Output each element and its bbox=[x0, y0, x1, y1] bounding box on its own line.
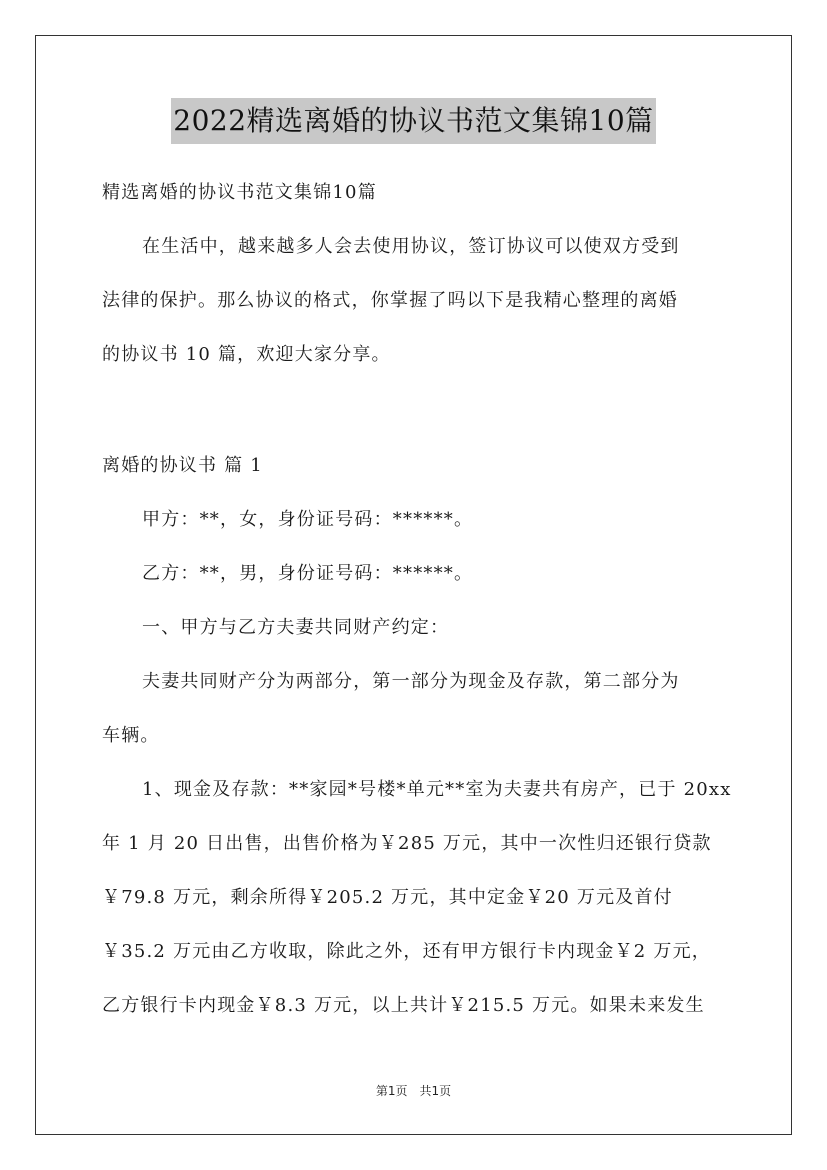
document-subtitle: 精选离婚的协议书范文集锦10篇 bbox=[102, 182, 377, 203]
intro-line-1: 在生活中，越来越多人会去使用协议，签订协议可以使双方受到 bbox=[142, 236, 680, 257]
section-heading: 离婚的协议书 篇 1 bbox=[102, 455, 263, 476]
intro-line-3: 的协议书 10 篇，欢迎大家分享。 bbox=[102, 344, 391, 365]
intro-line-2: 法律的保护。那么协议的格式，你掌握了吗以下是我精心整理的离婚 bbox=[102, 290, 678, 311]
clause-heading: 一、甲方与乙方夫妻共同财产约定： bbox=[142, 617, 450, 638]
cash-line-5: 乙方银行卡内现金￥8.3 万元，以上共计￥215.5 万元。如果未来发生 bbox=[102, 995, 705, 1016]
document-title: 2022精选离婚的协议书范文集锦10篇 bbox=[171, 98, 655, 144]
title-wrap bbox=[0, 98, 827, 144]
page-footer: 第1页 共1页 bbox=[375, 1084, 452, 1098]
party-a-line: 甲方：**，女，身份证号码：******。 bbox=[142, 509, 474, 530]
property-line-2: 车辆。 bbox=[102, 725, 160, 746]
property-line-1: 夫妻共同财产分为两部分，第一部分为现金及存款，第二部分为 bbox=[142, 671, 680, 692]
party-b-line: 乙方：**，男，身份证号码：******。 bbox=[142, 563, 474, 584]
cash-line-2: 年 1 月 20 日出售，出售价格为￥285 万元，其中一次性归还银行贷款 bbox=[102, 833, 712, 854]
cash-line-4: ￥35.2 万元由乙方收取，除此之外，还有甲方银行卡内现金￥2 万元， bbox=[102, 941, 711, 962]
cash-line-1: 1、现金及存款：**家园*号楼*单元**室为夫妻共有房产，已于 20xx bbox=[142, 779, 732, 800]
cash-line-3: ￥79.8 万元，剩余所得￥205.2 万元，其中定金￥20 万元及首付 bbox=[102, 887, 673, 908]
